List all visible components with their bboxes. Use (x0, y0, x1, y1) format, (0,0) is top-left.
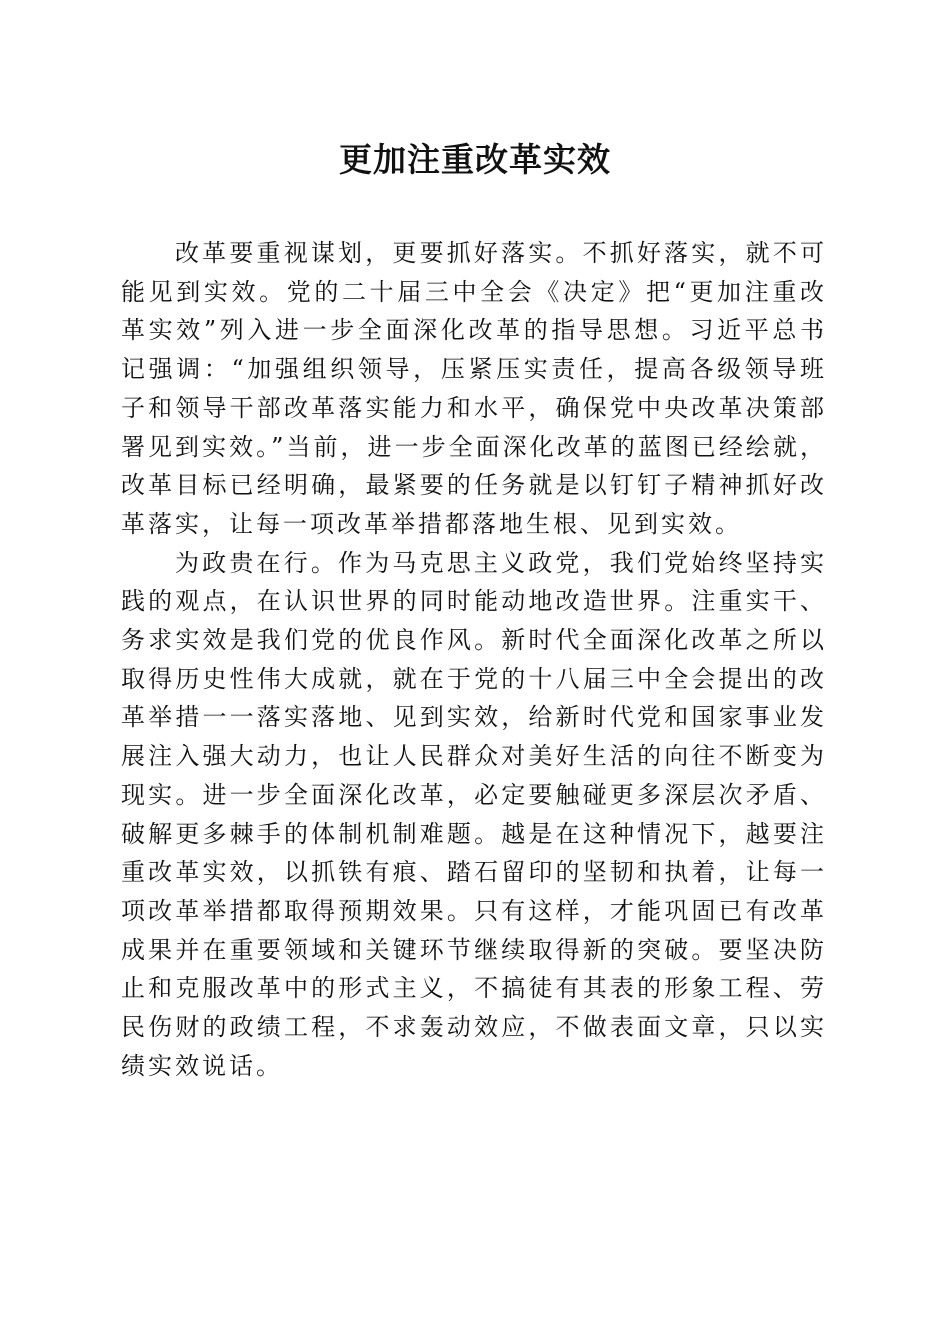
paragraph: 为政贵在行。作为马克思主义政党，我们党始终坚持实践的观点，在认识世界的同时能动地改造世界。注重实干、务求实效是我们党的优良作风。新时代全面深化改革之所以取得历史性伟大成就，就在于党的十八届三中全会提出的改革举措一一落实落地、见到实效，给新时代党和国家事业发展注入强大动力，也让人民群众对美好生活的向往不断变为现实。进一步全面深化改革，必定要触碰更多深层次矛盾、破解更多棘手的体制机制难题。越是在这种情况下，越要注重改革实效，以抓铁有痕、踏石留印的坚韧和执着，让每一项改革举措都取得预期效果。只有这样，才能巩固已有改革成果并在重要领域和关键环节继续取得新的突破。要坚决防止和克服改革中的形式主义，不搞徒有其表的形象工程、劳民伤财的政绩工程，不求轰动效应，不做表面文章，只以实绩实效说话。 (121, 548, 827, 1080)
paragraph: 改革要重视谋划，更要抓好落实。不抓好落实，就不可能见到实效。党的二十届三中全会《决定》把“更加注重改革实效”列入进一步全面深化改革的指导思想。习近平总书记强调：“加强组织领导，压紧压实责任，提高各级领导班子和领导干部改革落实能力和水平，确保党中央改革决策部署见到实效。”当前，进一步全面深化改革的蓝图已经绘就，改革目标已经明确，最紧要的任务就是以钉钉子精神抓好改革落实，让每一项改革举措都落地生根、见到实效。 (121, 239, 827, 538)
document-body (121, 234, 827, 1085)
document-title: 更加注重改革实效 (339, 140, 611, 179)
